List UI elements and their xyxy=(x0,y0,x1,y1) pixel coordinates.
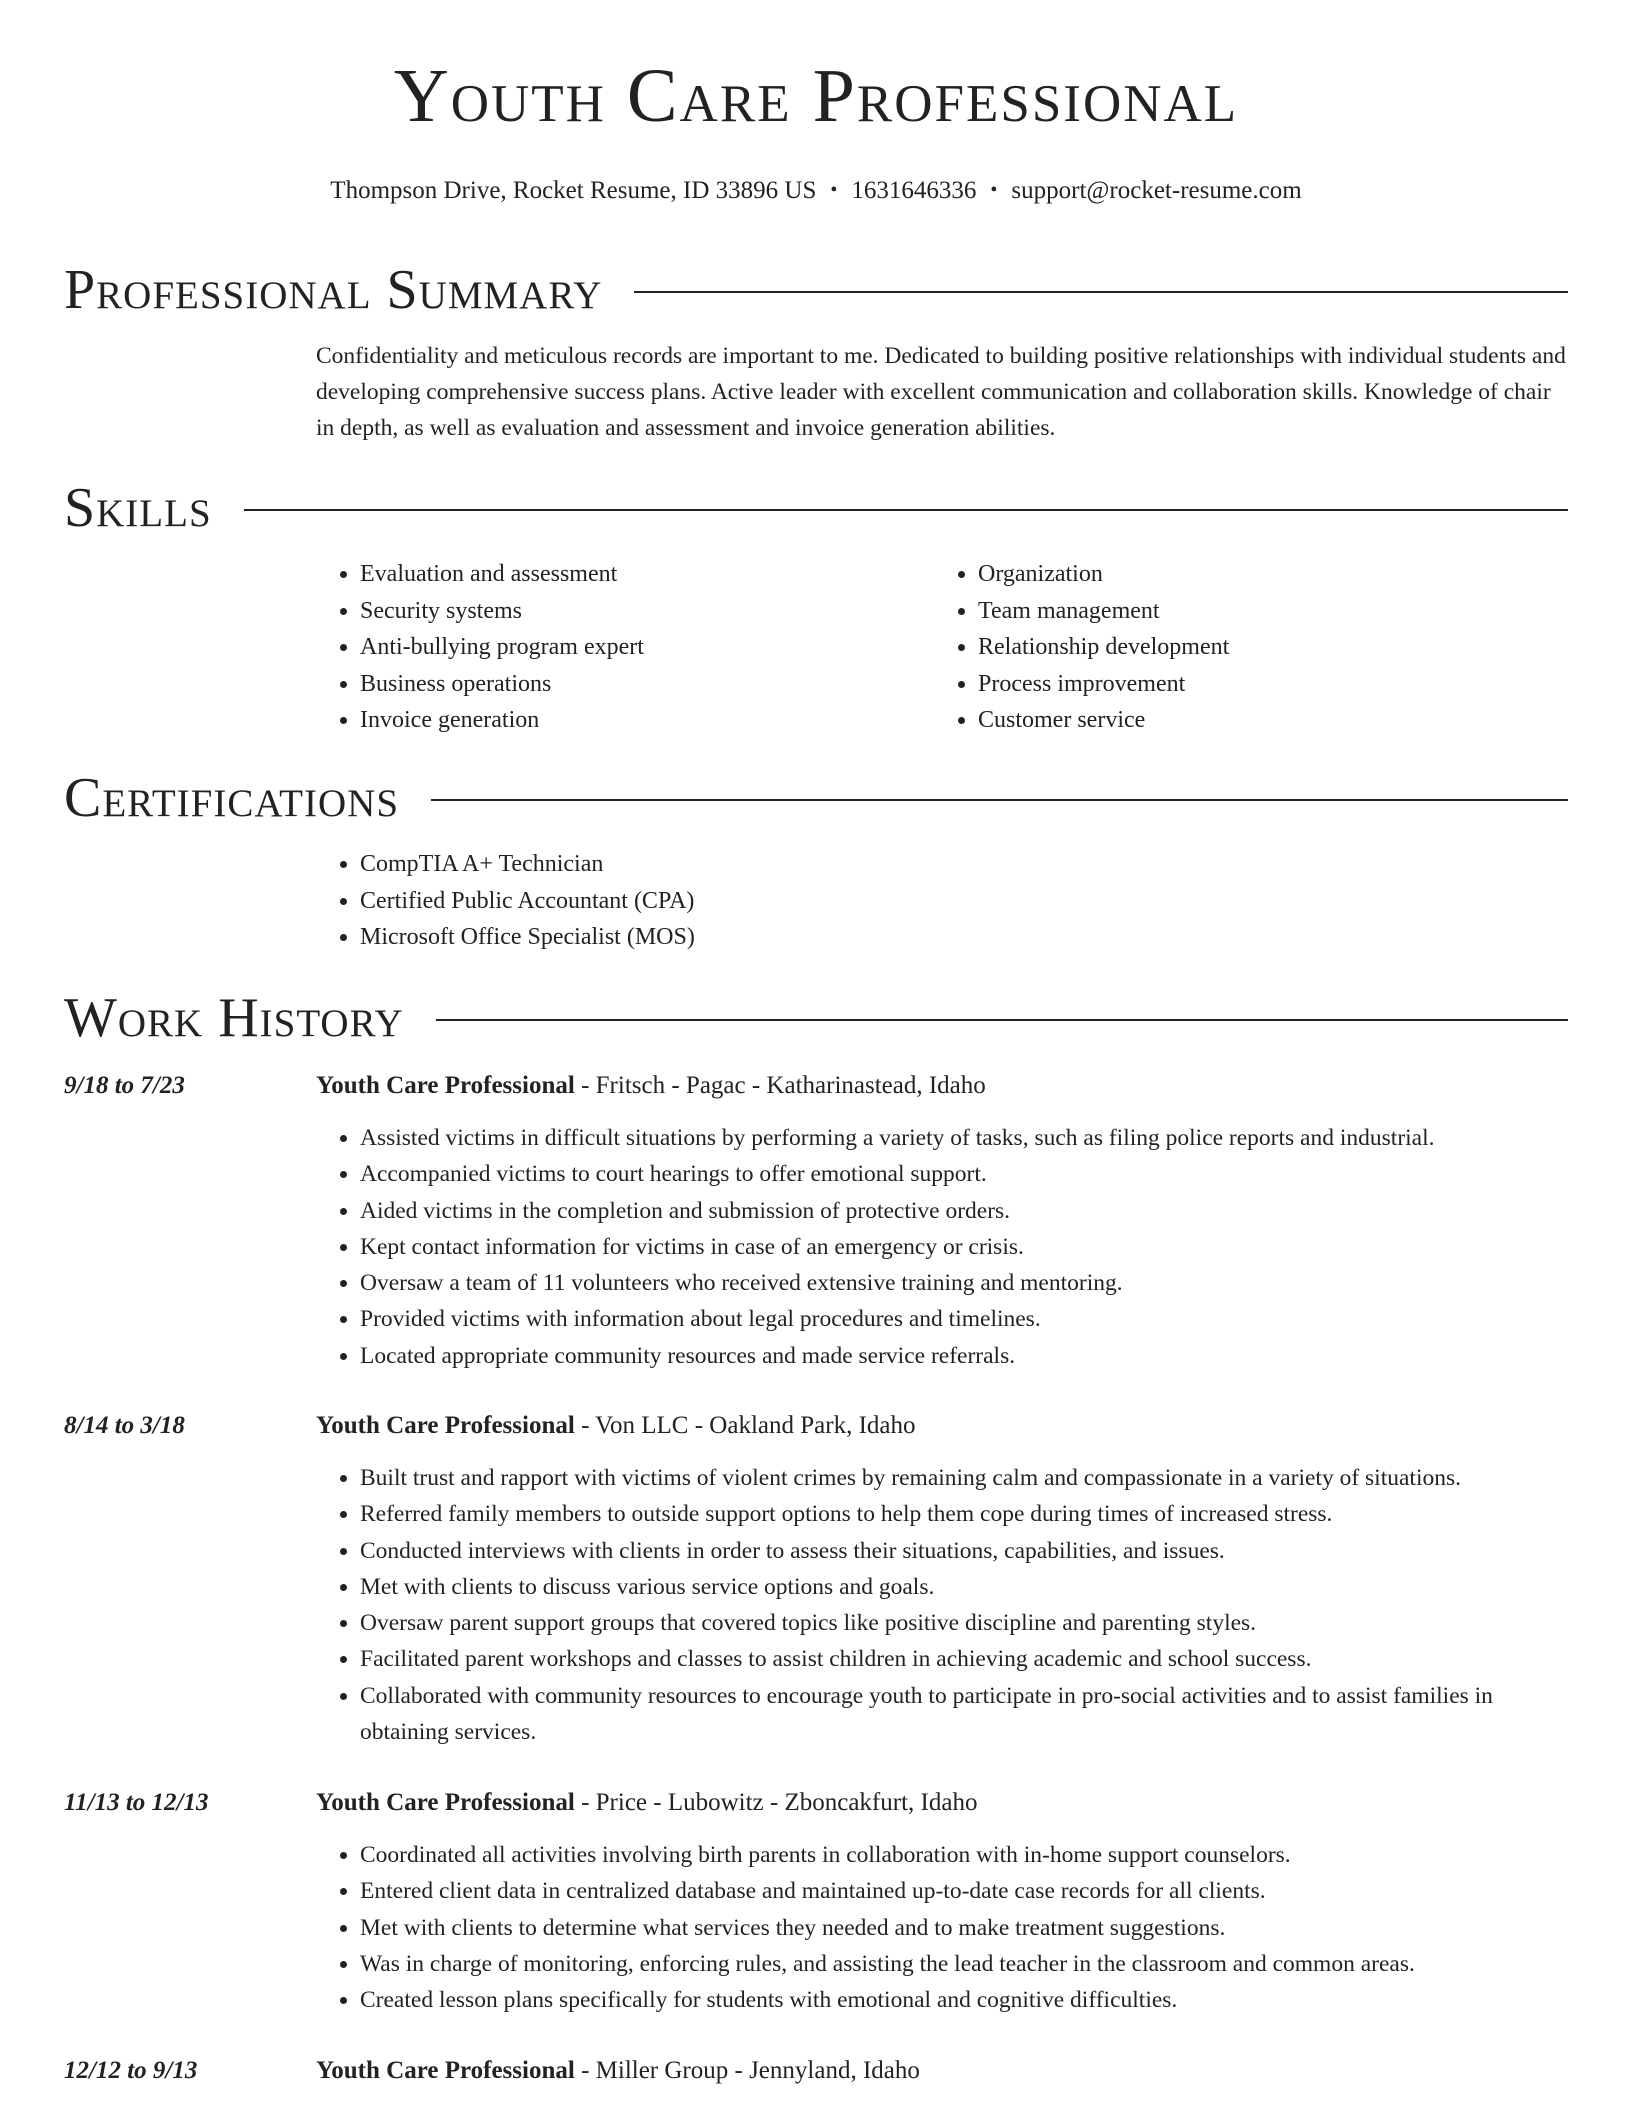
skill-item: • Organization xyxy=(978,556,1534,593)
certification-item: • Microsoft Office Specialist (MOS) xyxy=(360,919,1216,956)
job-details: - Von LLC - Oakland Park, Idaho xyxy=(574,1412,916,1439)
job-duties xyxy=(316,1837,1572,2018)
duties-list xyxy=(316,1120,1572,1374)
contact-phone: 1631646336 xyxy=(851,177,977,204)
duties-list xyxy=(316,1460,1572,1750)
skill-item: • Customer service xyxy=(978,702,1534,739)
section-divider xyxy=(244,509,1568,511)
duty-item: • Oversaw parent support groups that covered topics like positive discipline and parenting styles. xyxy=(360,1605,1572,1641)
job-dates: 8/14 to 3/18 xyxy=(64,1412,185,1439)
skill-item: • Anti-bullying program expert xyxy=(360,629,916,666)
job-title: Youth Care Professional xyxy=(316,1072,575,1099)
duty-item: • Conducted interviews with clients in order to assess their situations, capabilities, and issues. xyxy=(360,1533,1572,1569)
certifications-list xyxy=(316,846,1216,956)
skill-item: • Relationship development xyxy=(978,629,1534,666)
job-duties xyxy=(316,1460,1572,1750)
duty-item: • Created lesson plans specifically for students with emotional and cognitive difficulties. xyxy=(360,1982,1572,2018)
duty-item: • Facilitated parent workshops and classes to assist children in achieving academic and school success. xyxy=(360,1641,1572,1677)
duty-item: • Coordinated all activities involving birth parents in collaboration with in-home support counselors. xyxy=(360,1837,1572,1873)
section-title: Certifications xyxy=(64,767,400,829)
duty-item: • Accompanied victims to court hearings to offer emotional support. xyxy=(360,1156,1572,1192)
section-title: Skills xyxy=(64,477,212,539)
resume-name: Youth Care Professional xyxy=(393,54,1239,138)
duty-item: • Entered client data in centralized database and maintained up-to-date case records for all clients. xyxy=(360,1873,1572,1909)
job-dates: 11/13 to 12/13 xyxy=(64,1789,209,1816)
skills-list xyxy=(934,556,1534,739)
section-divider xyxy=(634,291,1568,293)
job-dates: 9/18 to 7/23 xyxy=(64,1072,185,1099)
section-divider xyxy=(436,1019,1568,1021)
job-title-line xyxy=(316,1068,986,1104)
job-title: Youth Care Professional xyxy=(316,1789,575,1816)
job-title-line xyxy=(316,1785,977,1821)
skills-column-left xyxy=(316,556,916,739)
duty-item: • Was in charge of monitoring, enforcing rules, and assisting the lead teacher in the classroom and common areas. xyxy=(360,1946,1572,1982)
duty-item: • Met with clients to discuss various service options and goals. xyxy=(360,1569,1572,1605)
duty-item: • Collaborated with community resources to encourage youth to participate in pro-social activities and to assist families in obtaining services. xyxy=(360,1678,1572,1751)
duty-item: • Referred family members to outside support options to help them cope during times of increased stress. xyxy=(360,1496,1572,1532)
section-header-work-history xyxy=(64,987,1568,1049)
duty-item: • Oversaw a team of 11 volunteers who received extensive training and mentoring. xyxy=(360,1265,1572,1301)
skills-list xyxy=(316,556,916,739)
job-title-line xyxy=(316,2053,920,2089)
certification-item: • Certified Public Accountant (CPA) xyxy=(360,883,1216,920)
contact-email: support@rocket-resume.com xyxy=(1011,177,1302,204)
duty-item: • Located appropriate community resources and made service referrals. xyxy=(360,1338,1572,1374)
section-title: Work History xyxy=(64,987,404,1049)
duties-list xyxy=(316,1837,1572,2018)
certification-item: • CompTIA A+ Technician xyxy=(360,846,1216,883)
skill-item: • Process improvement xyxy=(978,666,1534,703)
skill-item: • Security systems xyxy=(360,593,916,630)
job-details: - Fritsch - Pagac - Katharinastead, Idaho xyxy=(574,1072,986,1099)
skills-column-right xyxy=(934,556,1534,739)
skill-item: • Business operations xyxy=(360,666,916,703)
section-header-summary xyxy=(64,259,1568,321)
skill-item: • Invoice generation xyxy=(360,702,916,739)
contact-address: Thompson Drive, Rocket Resume, ID 33896 US xyxy=(330,177,817,204)
job-title-line xyxy=(316,1408,916,1444)
job-duties xyxy=(316,1120,1572,1374)
duty-item: • Met with clients to determine what services they needed and to make treatment suggestions. xyxy=(360,1910,1572,1946)
section-divider xyxy=(431,799,1568,801)
summary-text: Confidentiality and meticulous records are important to me. Dedicated to building positive relationships with individual students and developing comprehensive success plans. Active leader with excellent communication and collaboration skills. Knowledge of chair in depth, as well as evaluation and assessment and invoice generation abilities. xyxy=(316,343,1566,441)
contact-line xyxy=(0,176,1632,206)
job-title: Youth Care Professional xyxy=(316,2057,575,2084)
duty-item: • Kept contact information for victims in case of an emergency or crisis. xyxy=(360,1229,1572,1265)
job-title: Youth Care Professional xyxy=(316,1412,575,1439)
duty-item: • Provided victims with information about legal procedures and timelines. xyxy=(360,1301,1572,1337)
job-dates: 12/12 to 9/13 xyxy=(64,2057,198,2084)
job-details: - Miller Group - Jennyland, Idaho xyxy=(574,2057,920,2084)
section-title: Professional Summary xyxy=(64,259,603,321)
contact-separator: • xyxy=(990,179,998,201)
duty-item: • Aided victims in the completion and submission of protective orders. xyxy=(360,1193,1572,1229)
skill-item: • Team management xyxy=(978,593,1534,630)
section-header-certifications xyxy=(64,767,1568,829)
certifications-block xyxy=(316,846,1216,956)
section-header-skills xyxy=(64,477,1568,539)
contact-separator: • xyxy=(830,179,838,201)
duty-item: • Built trust and rapport with victims of violent crimes by remaining calm and compassionate in a variety of situations. xyxy=(360,1460,1572,1496)
skill-item: • Evaluation and assessment xyxy=(360,556,916,593)
duty-item: • Assisted victims in difficult situations by performing a variety of tasks, such as filing police reports and industrial. xyxy=(360,1120,1572,1156)
job-details: - Price - Lubowitz - Zboncakfurt, Idaho xyxy=(574,1789,978,1816)
